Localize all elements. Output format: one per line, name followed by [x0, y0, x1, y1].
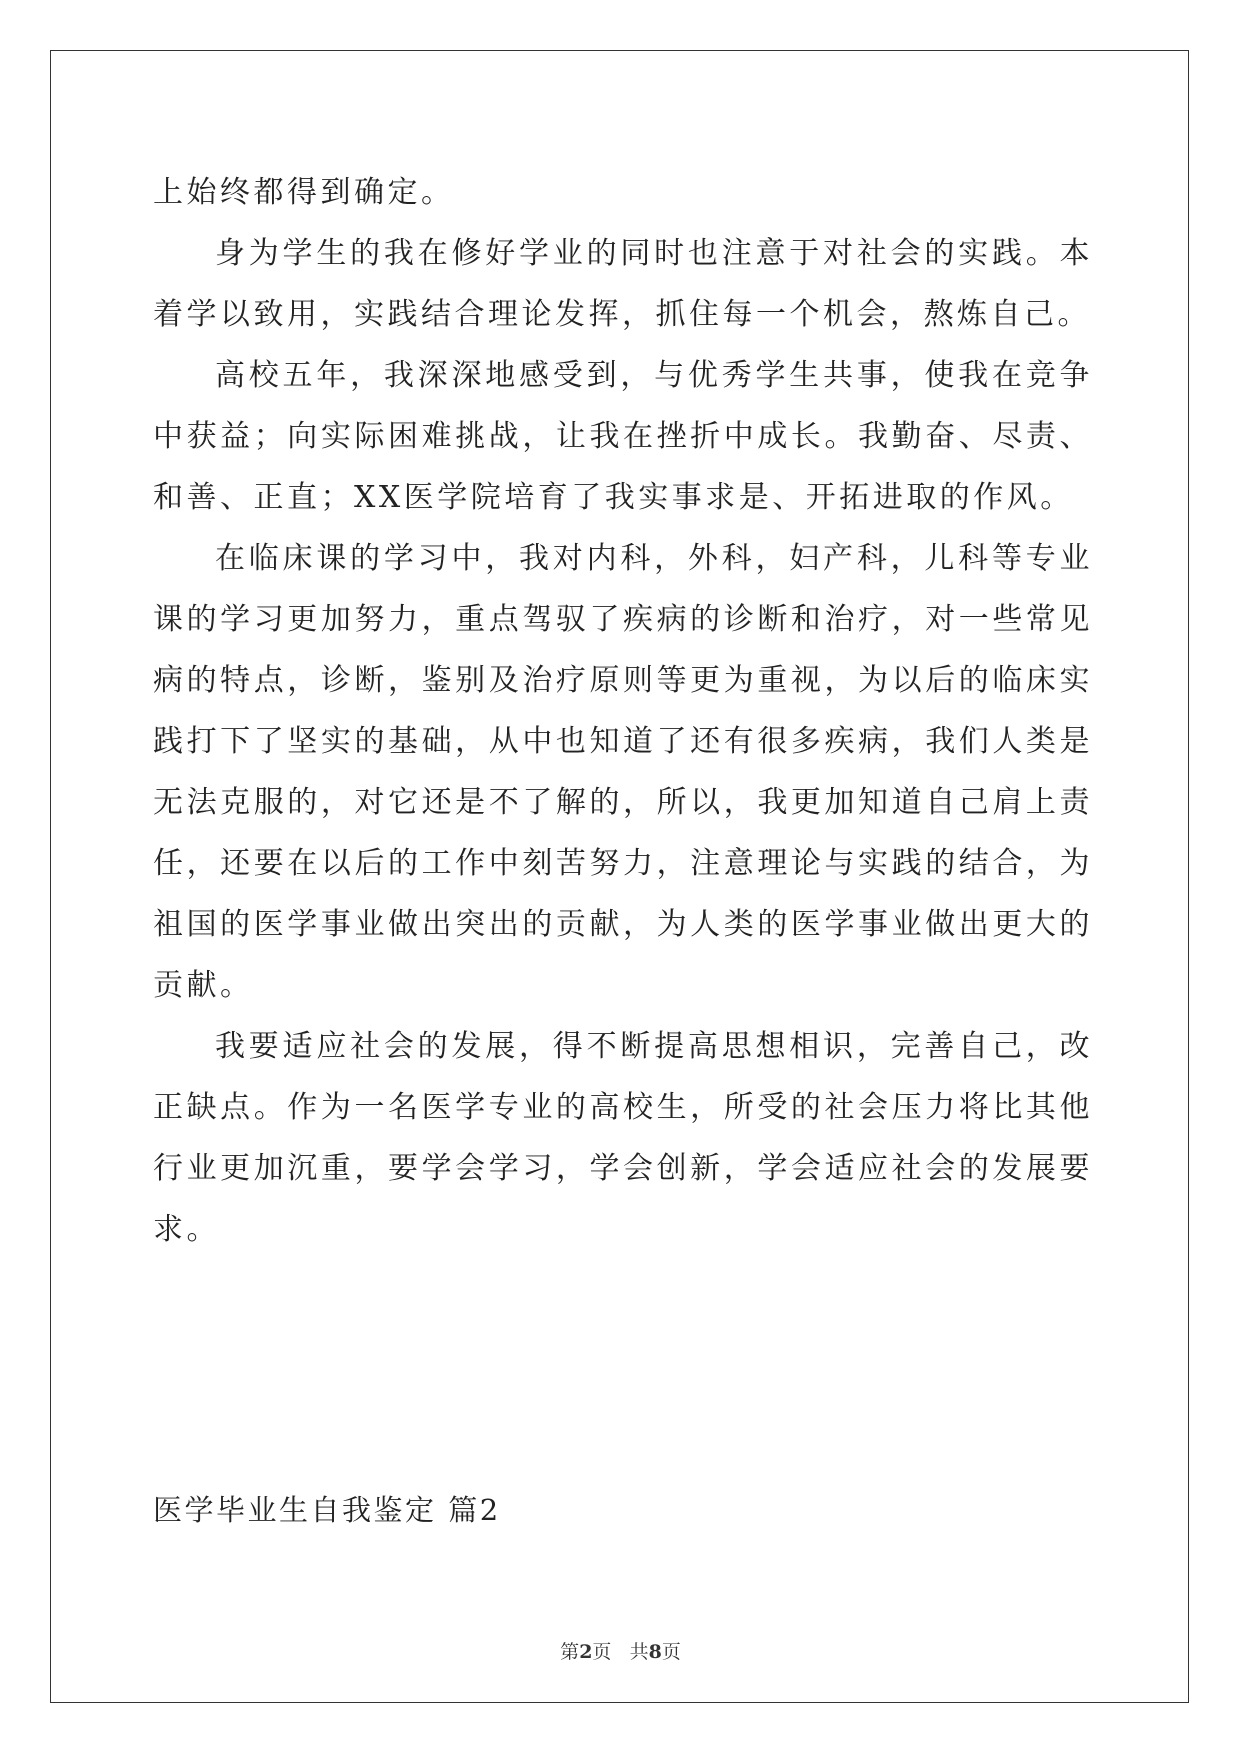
document-body [153, 162, 1093, 1260]
page-number: 2 [579, 1641, 593, 1663]
paragraph: 高校五年，我深深地感受到，与优秀学生共事，使我在竞争中获益；向实际困难挑战，让我在挫折中成长。我勤奋、尽责、和善、正直；XX医学院培育了我实事求是、开拓进取的作风。 [153, 358, 1093, 515]
paragraph: 身为学生的我在修好学业的同时也注意于对社会的实践。本着学以致用，实践结合理论发挥，抓住每一个机会，熬炼自己。 [153, 236, 1093, 332]
section-heading: 医学毕业生自我鉴定 篇2 [153, 1493, 501, 1527]
page-footer [0, 1637, 1241, 1664]
page-prefix: 第 [560, 1641, 580, 1663]
total-suffix: 页 [661, 1641, 681, 1663]
total-pages: 8 [648, 1641, 662, 1663]
paragraph: 在临床课的学习中，我对内科，外科，妇产科，儿科等专业课的学习更加努力，重点驾驭了疾病的诊断和治疗，对一些常见病的特点，诊断，鉴别及治疗原则等更为重视，为以后的临床实践打下了坚实的基础，从中也知道了还有很多疾病，我们人类是无法克服的，对它还是不了解的，所以，我更加知道自己肩上责任，还要在以后的工作中刻苦努力，注意理论与实践的结合，为祖国的医学事业做出突出的贡献，为人类的医学事业做出更大的贡献。 [153, 541, 1093, 1003]
paragraph: 我要适应社会的发展，得不断提高思想相识，完善自己，改正缺点。作为一名医学专业的高校生，所受的社会压力将比其他行业更加沉重，要学会学习，学会创新，学会适应社会的发展要求。 [153, 1029, 1093, 1247]
total-prefix: 共 [629, 1641, 649, 1663]
page-suffix: 页 [592, 1641, 612, 1663]
paragraph: 上始终都得到确定。 [153, 175, 455, 210]
